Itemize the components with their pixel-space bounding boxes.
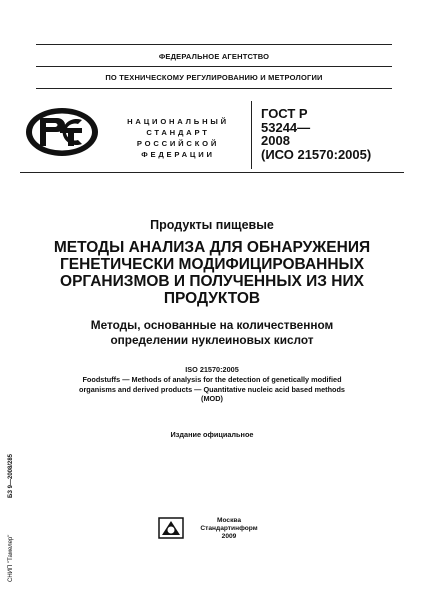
agency-line-2: ПО ТЕХНИЧЕСКОМУ РЕГУЛИРОВАНИЮ И МЕТРОЛОГИИ: [105, 73, 323, 82]
header-block-rule: [20, 172, 404, 173]
standartinform-logo-icon: [158, 517, 184, 539]
main-title-line-2: ГЕНЕТИЧЕСКИ МОДИФИЦИРОВАННЫХ: [59, 256, 365, 273]
agency-line-1: ФЕДЕРАЛЬНОЕ АГЕНТСТВО: [158, 52, 270, 61]
edition-label: Издание официальное: [170, 430, 254, 439]
iso-reference-block: [14, 365, 410, 404]
publisher-city: Москва: [216, 517, 242, 524]
header-rule-bottom: [36, 88, 392, 89]
gost-r-emblem-icon: [24, 106, 100, 158]
designation-line-3: 2008: [261, 133, 290, 148]
document-subtitle: [20, 318, 404, 348]
designation-block: [261, 107, 401, 161]
main-title-line-1: МЕТОДЫ АНАЛИЗА ДЛЯ ОБНАРУЖЕНИЯ: [53, 239, 371, 256]
iso-number: ISO 21570:2005: [185, 365, 239, 374]
product-category: Продукты пищевые: [150, 218, 274, 232]
designation-line-4: (ИСО 21570:2005): [261, 146, 372, 162]
designation-divider: [251, 101, 252, 169]
iso-english-line-1: Foodstuffs — Methods of analysis for the detection of genetically modified: [82, 374, 342, 384]
top-rule: [36, 44, 392, 45]
national-standard-line-4: ФЕДЕРАЦИИ: [141, 150, 215, 159]
publisher-name: Стандартинформ: [200, 525, 258, 533]
main-title-line-4: ПРОДУКТОВ: [163, 290, 261, 307]
iso-english-line-2: organisms and derived products — Quantitative nucleic acid based methods: [79, 384, 345, 394]
header-rule: [36, 66, 392, 67]
bz-registration-mark: БЗ 9—2008/285: [8, 453, 14, 498]
main-title-line-3: ОРГАНИЗМОВ И ПОЛУЧЕННЫХ ИЗ НИХ: [60, 273, 364, 290]
national-standard-line-3: РОССИЙСКОЙ: [136, 139, 220, 148]
national-standard-block: [118, 116, 238, 160]
iso-english-line-3: (MOD): [201, 394, 223, 404]
document-main-title: [20, 239, 404, 307]
national-standard-line-2: СТАНДАРТ: [146, 128, 210, 137]
publisher-year: 2009: [221, 533, 237, 541]
national-standard-line-1: НАЦИОНАЛЬНЫЙ: [127, 117, 229, 126]
designation-line-2: 53244—: [261, 119, 311, 135]
publisher-block: [190, 517, 268, 542]
subtitle-line-1: Методы, основанные на количественном: [90, 318, 334, 332]
snip-print-mark: СНИП "Тамелер": [8, 534, 14, 582]
subtitle-line-2: определении нуклеиновых кислот: [110, 333, 314, 347]
designation-line-1: ГОСТ Р: [261, 106, 308, 121]
